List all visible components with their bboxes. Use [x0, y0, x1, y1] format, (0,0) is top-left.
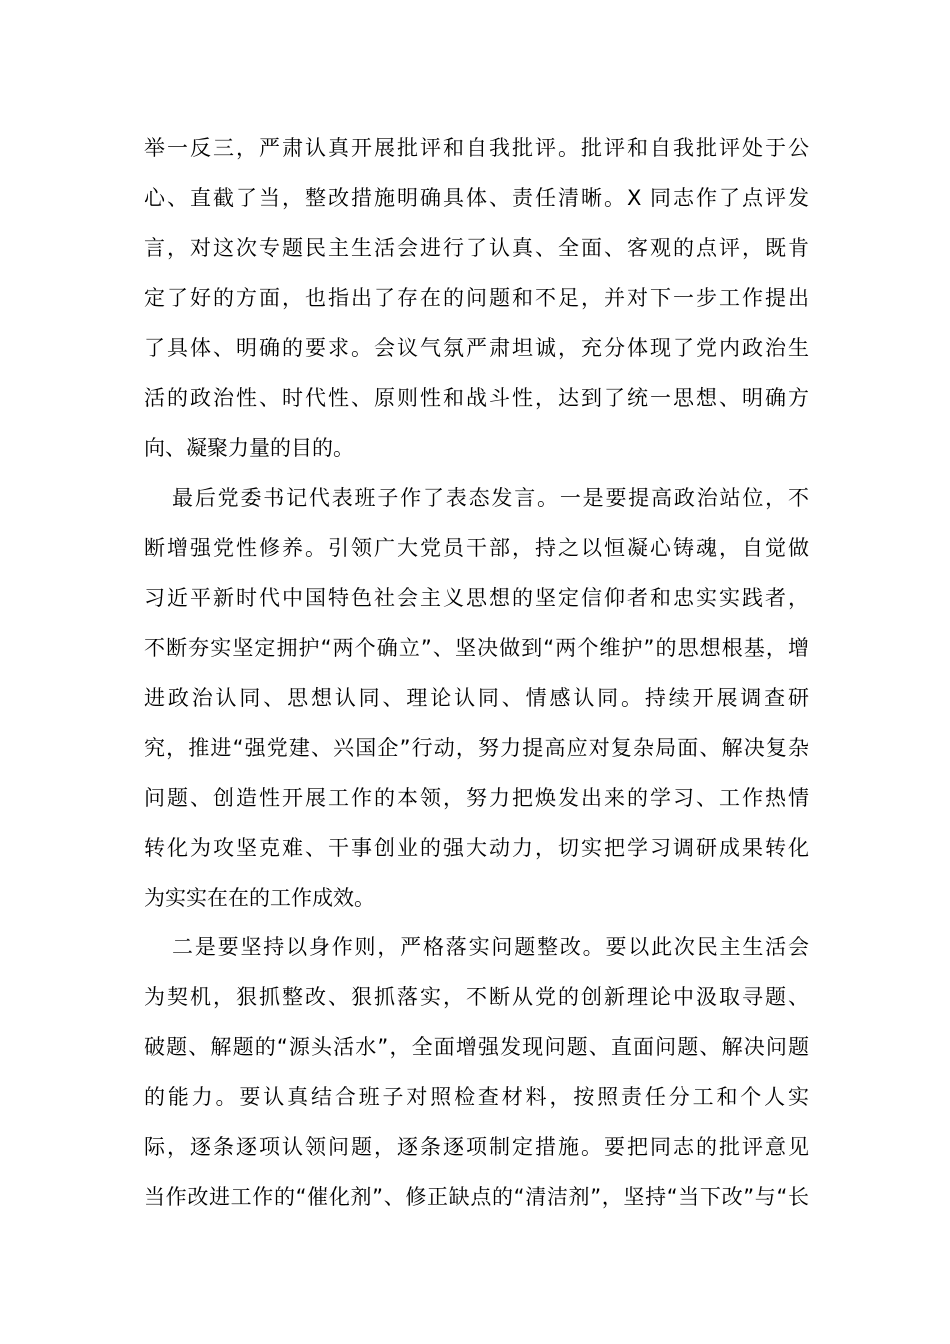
paragraph-line: 当作改进工作的“催化剂”、修正缺点的“清洁剂”，坚持“当下改”与“长 [144, 1185, 809, 1209]
paragraph-line: 际，逐条逐项认领问题，逐条逐项制定措施。要把同志的批评意见 [144, 1135, 809, 1159]
paragraph-line: 为实实在在的工作成效。 [144, 886, 375, 910]
paragraph-line: 定了好的方面，也指出了存在的问题和不足，并对下一步工作提出 [144, 286, 809, 310]
paragraph-line: 向、凝聚力量的目的。 [144, 436, 354, 460]
paragraph-line: 断增强党性修养。引领广大党员干部，持之以恒凝心铸魂，自觉做 [144, 536, 809, 560]
paragraph-line: 心、直截了当，整改措施明确具体、责任清晰。X 同志作了点评发 [144, 186, 809, 210]
paragraph-line: 不断夯实坚定拥护“两个确立”、坚决做到“两个维护”的思想根基，增 [144, 636, 809, 660]
paragraph-line: 问题、创造性开展工作的本领，努力把焕发出来的学习、工作热情 [144, 786, 809, 810]
paragraph-line: 究，推进“强党建、兴国企”行动，努力提高应对复杂局面、解决复杂 [144, 736, 809, 760]
paragraph-line: 为契机，狠抓整改、狠抓落实，不断从党的创新理论中汲取寻题、 [144, 985, 809, 1009]
paragraph-line: 习近平新时代中国特色社会主义思想的坚定信仰者和忠实实践者， [144, 586, 809, 610]
paragraph-2 [144, 473, 809, 923]
paragraph-3 [144, 922, 809, 1222]
paragraph-line: 举一反三，严肃认真开展批评和自我批评。批评和自我批评处于公 [144, 136, 809, 160]
paragraph-line: 言，对这次专题民主生活会进行了认真、全面、客观的点评，既肯 [144, 236, 809, 260]
paragraph-1 [144, 123, 809, 473]
paragraph-line: 最后党委书记代表班子作了表态发言。一是要提高政治站位，不 [172, 486, 809, 510]
paragraph-line: 转化为攻坚克难、干事创业的强大动力，切实把学习调研成果转化 [144, 836, 809, 860]
paragraph-line: 的能力。要认真结合班子对照检查材料，按照责任分工和个人实 [144, 1085, 809, 1109]
paragraph-line: 破题、解题的“源头活水”，全面增强发现问题、直面问题、解决问题 [144, 1035, 809, 1059]
paragraph-line: 进政治认同、思想认同、理论认同、情感认同。持续开展调查研 [144, 686, 809, 710]
paragraph-line: 活的政治性、时代性、原则性和战斗性，达到了统一思想、明确方 [144, 386, 809, 410]
paragraph-line: 了具体、明确的要求。会议气氛严肃坦诚，充分体现了党内政治生 [144, 336, 809, 360]
paragraph-line: 二是要坚持以身作则，严格落实问题整改。要以此次民主生活会 [172, 935, 809, 959]
